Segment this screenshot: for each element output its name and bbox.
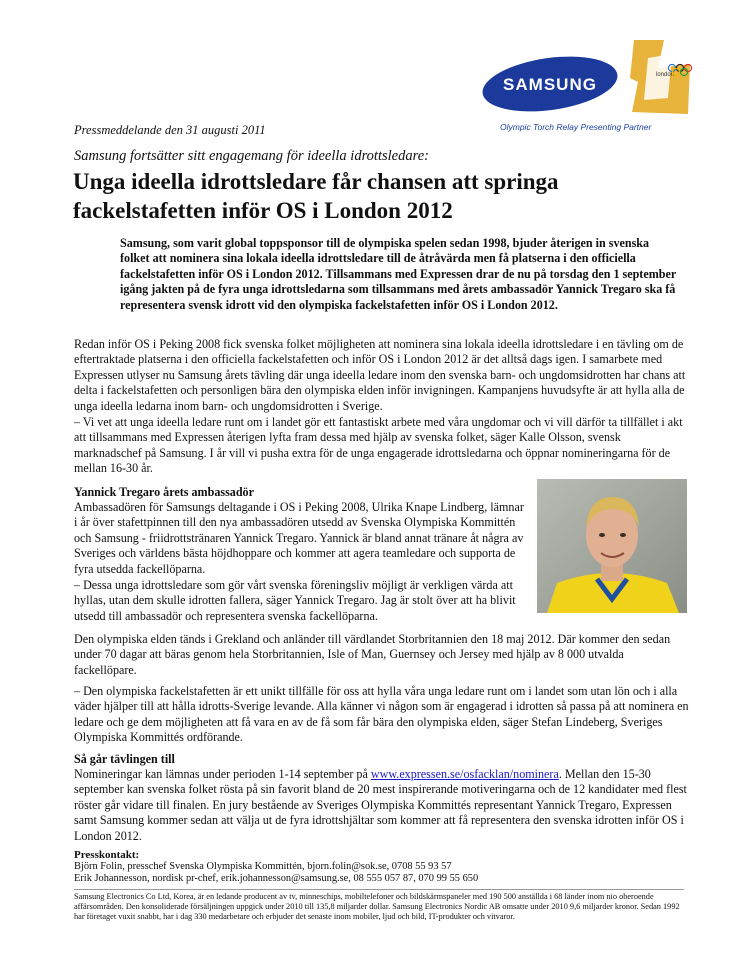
contact-line-1: Björn Folin, presschef Svenska Olympiska Kommittén, bjorn.folin@sok.se, 0708 55 93 57 <box>74 861 452 872</box>
london-2012-logo <box>628 38 696 116</box>
body-paragraph-6: – Den olympiska fackelstafetten är ett unikt tillfälle för oss att hylla våra unga ledare runt om i landet som utan lön och i alla väder hjälper till att hålla idrotts-Sverige levande. Alla känner vi någon som är engagerad i idrotten så passa på att nominera en ledare och ge dem möjligheten att få vara en av de få som får bära den olympiska elden, säger Stefan Lindeberg, Sveriges Olympiska Kommittés ordförande. <box>74 684 689 745</box>
nomination-link[interactable]: www.expressen.se/osfacklan/nominera <box>370 767 559 781</box>
contact-line-2: Erik Johannesson, nordisk pr-chef, erik.johannesson@samsung.se, 08 555 057 87, 070 99 55 650 <box>74 873 479 884</box>
date-line: Pressmeddelande den 31 augusti 2011 <box>74 123 266 137</box>
company-boilerplate: Samsung Electronics Co Ltd, Korea, är en ledande producent av tv, minneschips, mobiltelefoner och bildskärmspaneler med 190 500 anställda i 68 länder inom nio oberoende affärsområden. Den konsoliderade försäljningen uppgick under 2010 till 135,8 miljarder dollar. Samsung Electronics Nordic AB omsatte under 2010 9,6 miljarder kronor. Sedan 1992 har företaget vuxit snabbt, har i dag 330 medarbetare och erbjuder det senaste inom mobiler, ljud och bild, IT-produkter och vitvaror. <box>74 892 680 922</box>
partner-caption: Olympic Torch Relay Presenting Partner <box>500 122 652 132</box>
samsung-wordmark: SAMSUNG <box>503 75 597 94</box>
body-paragraph-3: Ambassadören för Samsungs deltagande i OS i Peking 2008, Ulrika Knape Lindberg, lämnar i år över stafettpinnen till den nya ambassadören utsedd av Svenska Olympiska Kommittén och Samsung - friidrottstränaren Yannick Tregaro. Yannick är bland annat tränare åt några av Sveriges och världens bästa höjdhoppare och kommer att agera teamledare och supporta de fyra utsedda fackellöparna. <box>74 500 524 576</box>
london-text: london <box>656 72 675 78</box>
lead-paragraph: Samsung, som varit global toppsponsor till de olympiska spelen sedan 1998, bjuder återigen in svenska folket att nominera sina lokala ideella idrottsledare till de åtråvärda men få platserna i den officiella fackelstafetten inför OS i London 2012. Tillsammans med Expressen drar de nu på torsdag den 1 september igång jakten på de fyra unga idrottsledarna som tillsammans med årets ambassadör Yannick Tregaro ska få representera svensk idrott vid den olympiska fackelstafetten inför OS i London 2012. <box>120 236 677 312</box>
samsung-logo <box>480 52 620 116</box>
body-paragraph-2: – Vi vet att unga ideella ledare runt om i landet gör ett fantastiskt arbete med våra ungdomar och vi vill därför ta tillfället i akt att tillsammans med Expressen återigen lyfta fram dessa med hjälp av svenska folket, säger Kalle Olsson, svensk marknadschef på Samsung. I år vill vi pusha extra för de unga engagerade idrottsledarna och öppnar nomineringarna för de mellan 16-30 år. <box>74 415 683 476</box>
p7-text-before: Nomineringar kan lämnas under perioden 1-14 september på <box>74 767 371 781</box>
contacts-title: Presskontakt: <box>74 849 140 861</box>
body-paragraph-1: Redan inför OS i Peking 2008 fick svenska folket möjligheten att nominera sina lokala ideella idrottsledare i en tävling om de eftertraktade platserna i den officiella fackelstafetten och inför OS i London 2012 är det alltså dags igen. I samarbete med Expressen utlyser nu Samsung årets tävling där unga ideella ledare inom den svenska barn- och ungdomsidrotten har chans att delta i fackelstafetten och personligen bära den olympiska elden inför invigningen. Kampanjens huvudsyfte är att hylla alla de unga ideella ledarna inom barn- och ungdomsidrotten i Sverige. <box>74 337 686 413</box>
headline: Unga ideella idrottsledare får chansen att springa fackelstafetten inför OS i London 2012 <box>73 169 559 223</box>
p7-text-after: . Mellan den 15-30 september kan svenska folket rösta på sin favorit bland de 20 mest inspirerande motiveringarna och de 12 kandidater med flest röster går vidare till finalen. En jury bestående av Sveriges Olympiska Kommittés representant Yannick Tregaro, Expressen samt Samsung kommer sedan att välja ut de fyra idrottshjältar som kommer att få representera den svenska idrotten inför OS i London 2012. <box>74 767 687 843</box>
footer-divider <box>74 889 684 890</box>
body-paragraph-4: – Dessa unga idrottsledare som gör vårt svenska föreningsliv möjligt är verkligen värda att hyllas, utan dem skulle idrotten fallera, säger Yannick Tregaro. Jag är stolt över att ha blivit utsedd till ambassadör och representera svenska fackellöparna. <box>74 578 516 623</box>
ambassador-photo <box>537 479 687 613</box>
subheading-competition: Så går tävlingen till <box>74 752 175 766</box>
kicker: Samsung fortsätter sitt engagemang för ideella idrottsledare: <box>74 148 429 164</box>
body-paragraph-7 <box>74 767 689 844</box>
logo-area <box>480 38 700 138</box>
press-contacts <box>74 849 478 885</box>
subheading-ambassador: Yannick Tregaro årets ambassadör <box>74 485 254 499</box>
body-paragraph-5: Den olympiska elden tänds i Grekland och anländer till värdlandet Storbritannien den 18 maj 2012. Där kommer den sedan under 70 dagar att bäras genom hela Storbritannien, Isle of Man, Guernsey och Jersey med hjälp av 8 000 utvalda fackellöpare. <box>74 632 671 677</box>
